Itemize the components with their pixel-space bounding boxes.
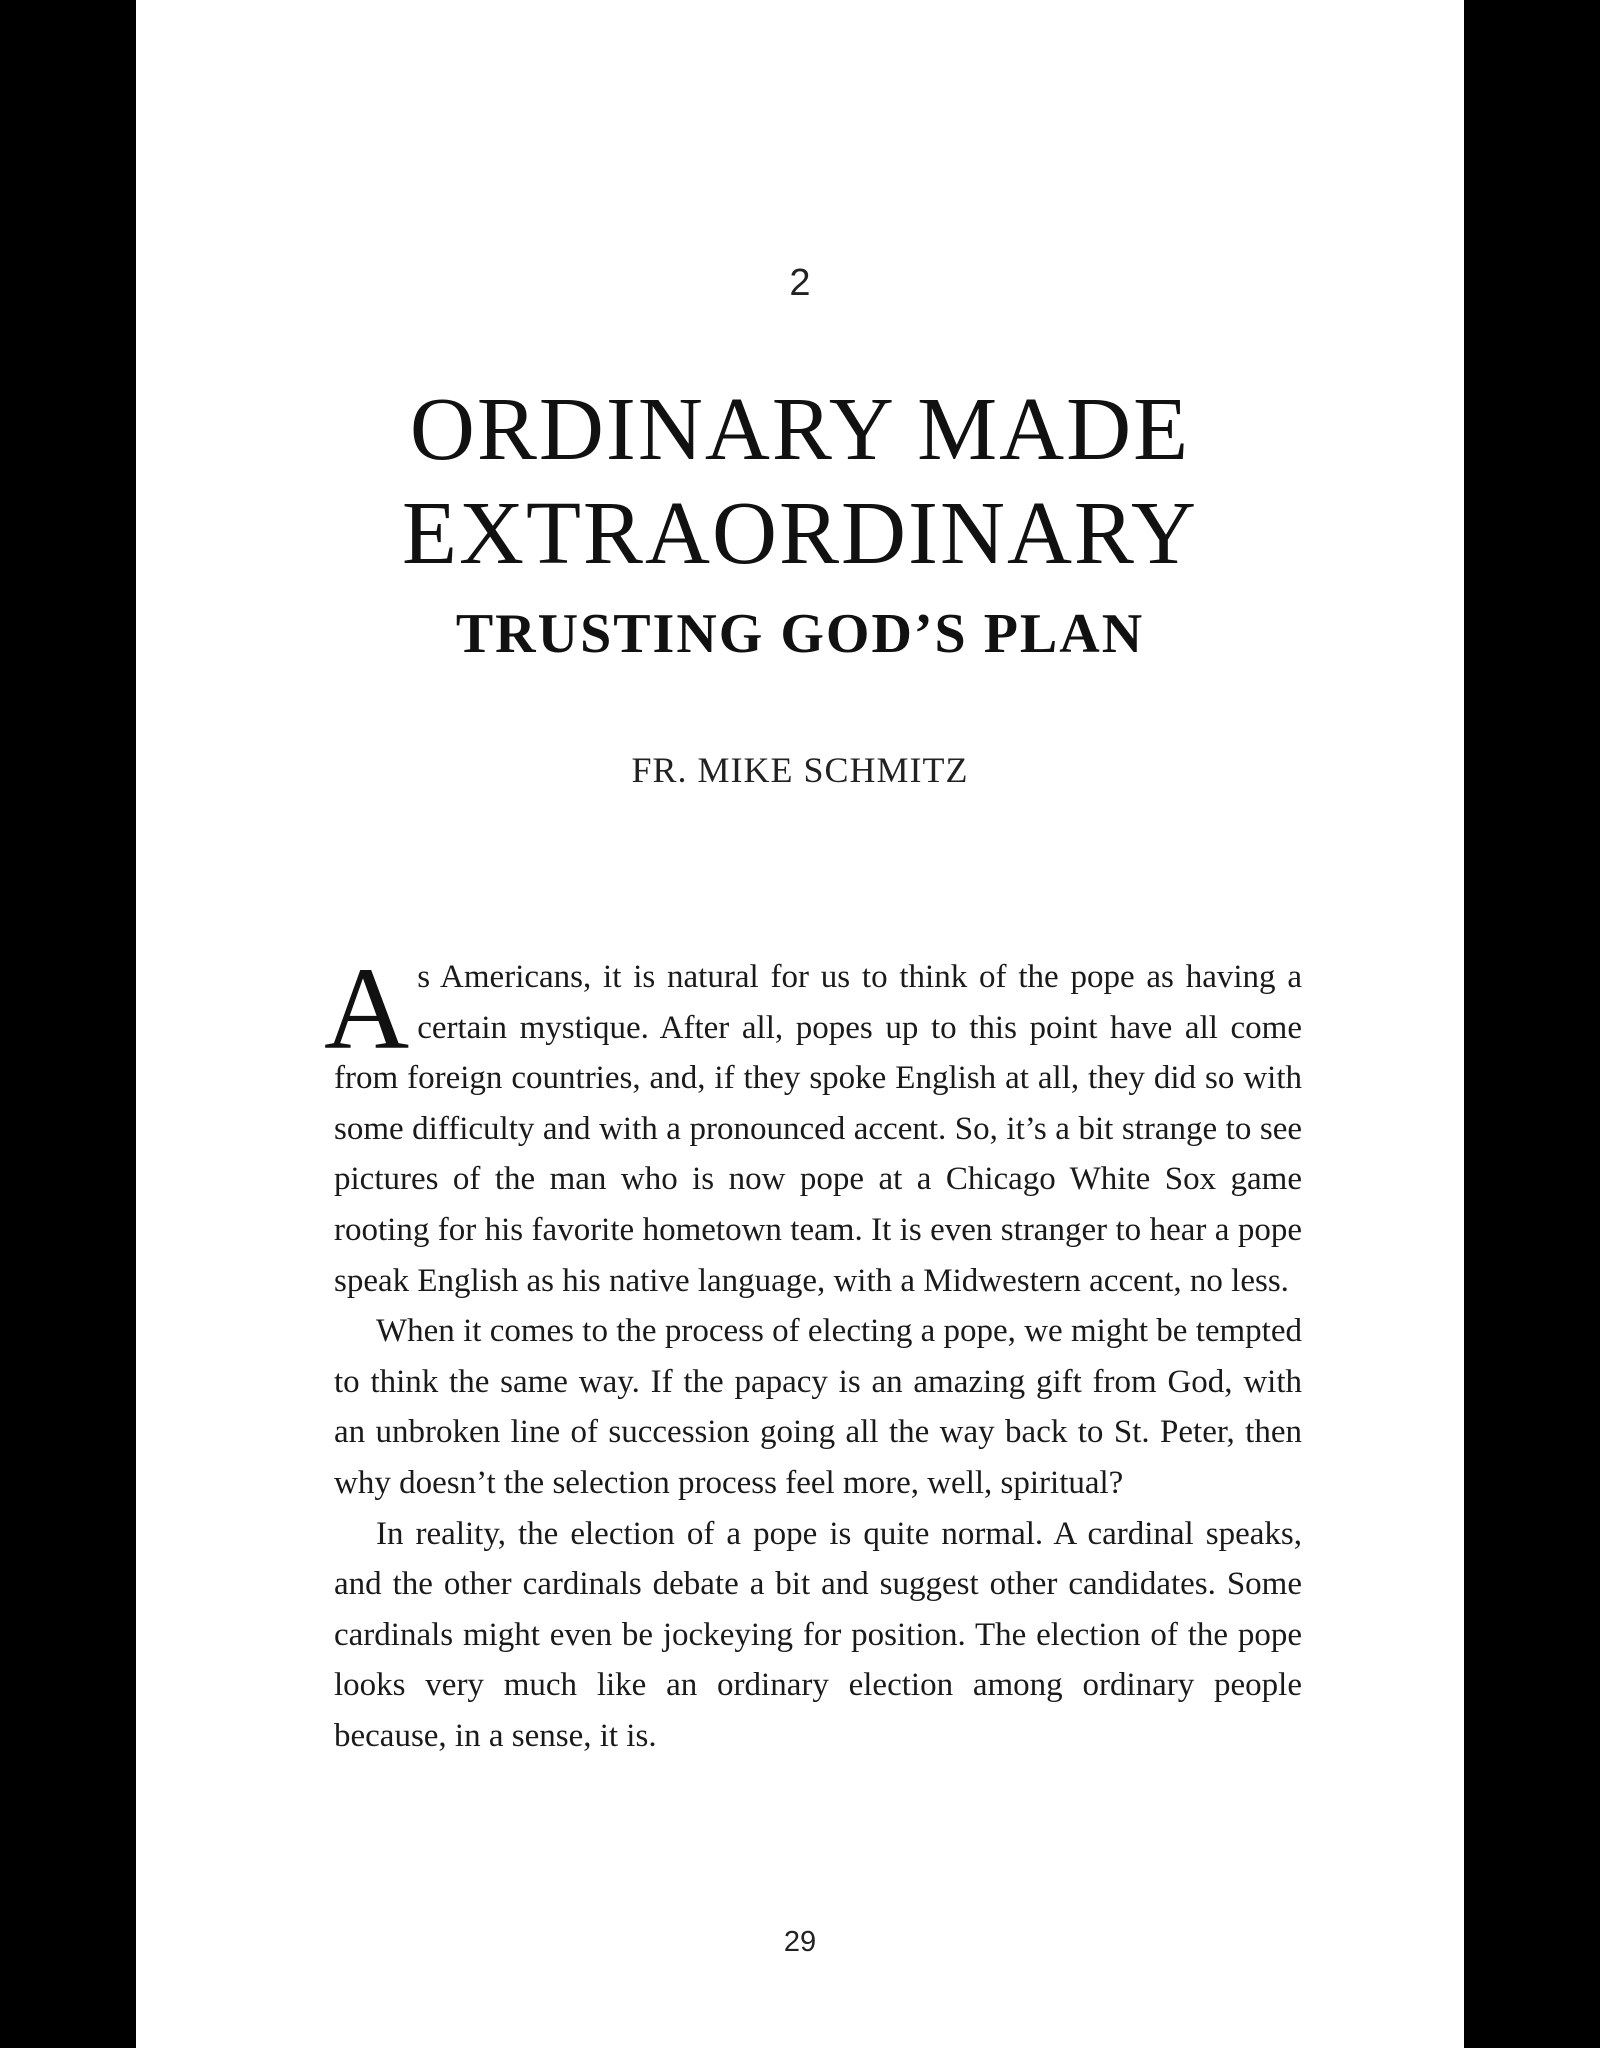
chapter-number: 2 bbox=[789, 262, 811, 304]
chapter-title bbox=[136, 378, 1464, 586]
body-paragraph-3: In reality, the election of a pope is quite normal. A cardinal speaks, and the other cardinals debate a bit and suggest other candidates. Some cardinals might even be jockeying for position. The election of the pope looks very much like an ordinary election among ordinary people because, in a sense, it is. bbox=[334, 1515, 1302, 1754]
body-paragraph-2: When it comes to the process of electing a pope, we might be tempted to think the same way. If the papacy is an amazing gift from God, with an unbroken line of succession going all the way back to St. Peter, then why doesn’t the selection process feel more, well, spiritual? bbox=[334, 1313, 1302, 1501]
book-page bbox=[136, 0, 1464, 2048]
drop-cap: A bbox=[324, 943, 410, 1074]
chapter-author: FR. MIKE SCHMITZ bbox=[631, 750, 969, 790]
chapter-title-line-1: ORDINARY MADE bbox=[409, 380, 1191, 479]
paragraph-text: s Americans, it is natural for us to think of the pope as having a certain mystique. After all, popes up to this point have all come from foreign countries, and, if they spoke English at all, they did so with some difficulty and with a pronounced accent. So, it’s a bit strange to see pictures of the man who is now pope at a Chicago White Sox game rooting for his favorite hometown team. It is even stranger to hear a pope speak English as his native language, with a Midwestern accent, no less. bbox=[334, 959, 1302, 1299]
chapter-title-line-2: EXTRAORDINARY bbox=[401, 484, 1198, 583]
chapter-subtitle: TRUSTING GOD’S PLAN bbox=[455, 603, 1145, 665]
chapter-body bbox=[324, 943, 1302, 1762]
body-paragraph-1 bbox=[324, 943, 1302, 1306]
page-number: 29 bbox=[783, 1926, 817, 1958]
